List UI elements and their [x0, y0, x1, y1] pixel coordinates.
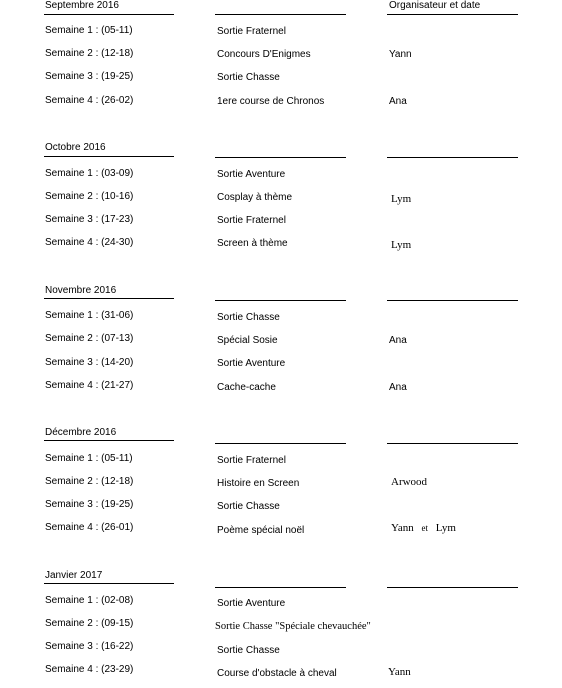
week-label: Semaine 3 : (14-20) — [45, 357, 134, 368]
event-column-rule — [215, 157, 346, 158]
month-underline — [44, 440, 174, 441]
event-name: Sortie Chasse — [217, 501, 280, 512]
event-name: Sortie Aventure — [217, 358, 286, 369]
event-name: Poème spécial noël — [217, 525, 305, 536]
event-name: Spécial Sosie — [217, 335, 278, 346]
event-name: Histoire en Screen — [217, 478, 300, 489]
event-column-rule — [215, 587, 346, 588]
event-column-rule — [215, 14, 346, 15]
week-label: Semaine 4 : (26-02) — [45, 95, 134, 106]
month-underline — [44, 14, 174, 15]
week-label: Semaine 2 : (12-18) — [45, 476, 134, 487]
month-title: Octobre 2016 — [45, 142, 106, 153]
organizer-name: Lym — [391, 193, 412, 205]
week-label: Semaine 3 : (19-25) — [45, 499, 134, 510]
event-name: Sortie Fraternel — [217, 26, 286, 37]
organizer-name: Yann — [391, 522, 414, 534]
organizer-name: Ana — [389, 335, 407, 346]
organizer-name: Arwood — [391, 476, 428, 488]
organizer-column-rule — [387, 587, 518, 588]
event-column-rule — [215, 443, 346, 444]
week-label: Semaine 4 : (26-01) — [45, 522, 134, 533]
organizer-column-header: Organisateur et date — [389, 0, 481, 11]
event-name: Sortie Aventure — [217, 598, 286, 609]
event-name: Cosplay à thème — [217, 192, 293, 203]
organizer-name: Ana — [389, 382, 407, 393]
week-label: Semaine 4 : (24-30) — [45, 237, 134, 248]
organizer-name: Yann — [388, 666, 411, 678]
event-name: Sortie Aventure — [217, 169, 286, 180]
event-name: Concours D'Enigmes — [217, 49, 311, 60]
month-title: Janvier 2017 — [45, 570, 103, 581]
event-column-rule — [215, 300, 346, 301]
week-label: Semaine 2 : (07-13) — [45, 333, 134, 344]
month-underline — [44, 298, 174, 299]
week-label: Semaine 2 : (09-15) — [45, 618, 134, 629]
week-label: Semaine 1 : (31-06) — [45, 310, 134, 321]
event-name: Screen à thème — [217, 238, 288, 249]
event-name: Course d'obstacle à cheval — [217, 668, 337, 679]
organizer-column-rule — [387, 14, 518, 15]
week-label: Semaine 1 : (02-08) — [45, 595, 134, 606]
event-name: 1ere course de Chronos — [217, 96, 325, 107]
organizer-name: Lym — [391, 239, 412, 251]
event-name: Cache-cache — [217, 382, 276, 393]
month-underline — [44, 156, 174, 157]
week-label: Semaine 1 : (03-09) — [45, 168, 134, 179]
event-name: Sortie Chasse — [217, 72, 280, 83]
organizer-name: Yann — [389, 49, 412, 60]
week-label: Semaine 2 : (12-18) — [45, 48, 134, 59]
week-label: Semaine 1 : (05-11) — [45, 25, 133, 36]
organizer-names — [391, 522, 456, 534]
organizer-conjunction: et — [421, 523, 428, 533]
week-label: Semaine 3 : (16-22) — [45, 641, 134, 652]
week-label: Semaine 3 : (17-23) — [45, 214, 134, 225]
event-name: Sortie Fraternel — [217, 215, 286, 226]
organizer-column-rule — [387, 157, 518, 158]
organizer-column-rule — [387, 443, 518, 444]
week-label: Semaine 1 : (05-11) — [45, 453, 133, 464]
event-name: Sortie Chasse — [217, 645, 280, 656]
event-name: Sortie Chasse — [217, 312, 280, 323]
month-title: Novembre 2016 — [45, 285, 117, 296]
organizer-name: Ana — [389, 96, 407, 107]
event-name: Sortie Chasse "Spéciale chevauchée" — [215, 621, 371, 632]
month-underline — [44, 583, 174, 584]
month-title: Décembre 2016 — [45, 427, 117, 438]
week-label: Semaine 3 : (19-25) — [45, 71, 134, 82]
event-name: Sortie Fraternel — [217, 455, 286, 466]
week-label: Semaine 4 : (23-29) — [45, 664, 134, 675]
organizer-name-second: Lym — [435, 522, 456, 534]
week-label: Semaine 2 : (10-16) — [45, 191, 134, 202]
organizer-column-rule — [387, 300, 518, 301]
week-label: Semaine 4 : (21-27) — [45, 380, 134, 391]
month-title: Septembre 2016 — [45, 0, 119, 11]
